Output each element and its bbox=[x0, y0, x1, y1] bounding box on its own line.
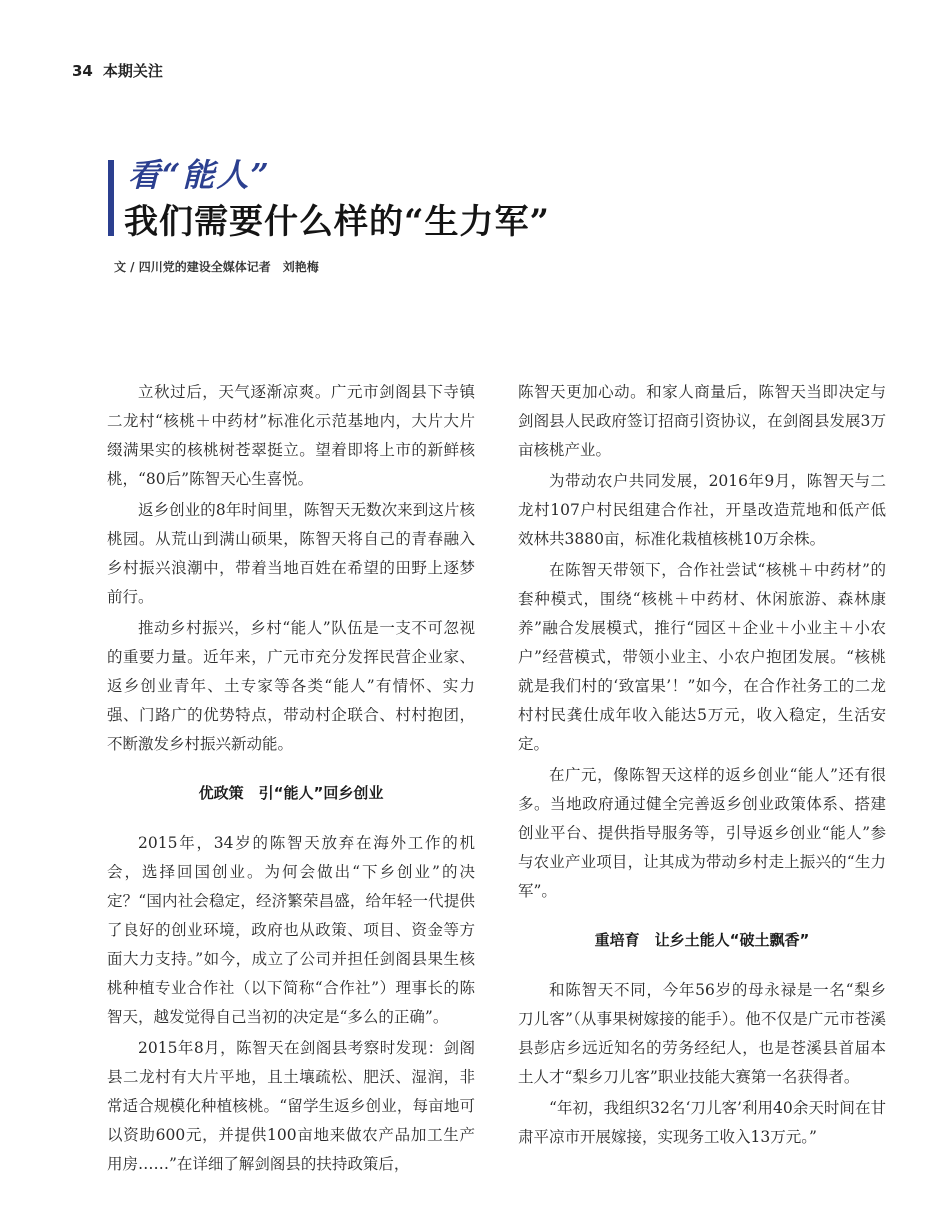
section-subhead: 重培育 让乡土能人“破土飘香” bbox=[594, 931, 810, 949]
page-number: 34 bbox=[72, 62, 93, 80]
paragraph: 2015年8月，陈智天在剑阁县考察时发现：剑阁县二龙村有大片平地，且土壤疏松、肥沃、湿润，非常适合规模化种植核桃。“留学生返乡创业，每亩地可以资助600元，并提供100亩地来做农产品加工生产用房……”在详细了解剑阁县的扶持政策后， bbox=[107, 1039, 475, 1173]
paragraph: 2015年，34岁的陈智天放弃在海外工作的机会，选择回国创业。为何会做出“下乡创业”的决定？“国内社会稳定，经济繁荣昌盛，给年轻一代提供了良好的创业环境，政府也从政策、项目、资金等方面大力支持。”如今，成立了公司并担任剑阁县果生核桃种植专业合作社（以下简称“合作社”）理事长的陈智天，越发觉得自己当初的决定是“多么的正确”。 bbox=[107, 834, 475, 1026]
paragraph: 在陈智天带领下，合作社尝试“核桃＋中药材”的套种模式，围绕“核桃＋中药材、休闲旅游、森林康养”融合发展模式，推行“园区＋企业＋小业主＋小农户”经营模式，带领小业主、小农户抱团发展。“核桃就是我们村的‘致富果’！”如今，在合作社务工的二龙村村民龚仕成年收入能达5万元，收入稳定，生活安定。 bbox=[518, 561, 886, 753]
article-byline: 文 / 四川党的建设全媒体记者 刘艳梅 bbox=[114, 260, 319, 274]
article-kicker: 看“能人” bbox=[128, 156, 271, 194]
paragraph: 陈智天更加心动。和家人商量后，陈智天当即决定与剑阁县人民政府签订招商引资协议，在剑阁县发展3万亩核桃产业。 bbox=[518, 383, 886, 459]
right-column bbox=[518, 378, 886, 1154]
paragraph: 推动乡村振兴，乡村“能人”队伍是一支不可忽视的重要力量。近年来，广元市充分发挥民营企业家、返乡创业青年、土专家等各类“能人”有情怀、实力强、门路广的优势特点，带动村企联合、村村抱团，不断激发乡村振兴新动能。 bbox=[107, 619, 475, 753]
section-label: 本期关注 bbox=[102, 62, 163, 80]
paragraph: “年初，我组织32名‘刀儿客’利用40余天时间在甘肃平凉市开展嫁接，实现务工收入13万元。” bbox=[518, 1099, 886, 1146]
running-head bbox=[72, 60, 163, 81]
paragraph: 在广元，像陈智天这样的返乡创业“能人”还有很多。当地政府通过健全完善返乡创业政策体系、搭建创业平台、提供指导服务等，引导返乡创业“能人”参与农业产业项目，让其成为带动乡村走上振兴的“生力军”。 bbox=[518, 766, 886, 900]
article-title: 我们需要什么样的“生力军” bbox=[124, 202, 551, 242]
paragraph: 和陈智天不同，今年56岁的母永禄是一名“梨乡刀儿客”（从事果树嫁接的能手）。他不仅是广元市苍溪县彭店乡远近知名的劳务经纪人，也是苍溪县首届本土人才“梨乡刀儿客”职业技能大赛第一名获得者。 bbox=[518, 981, 886, 1086]
paragraph: 为带动农户共同发展，2016年9月，陈智天与二龙村107户村民组建合作社，开垦改造荒地和低产低效林共3880亩，标准化栽植核桃10万余株。 bbox=[518, 472, 886, 548]
left-column bbox=[107, 378, 475, 1181]
section-subhead: 优政策 引“能人”回乡创业 bbox=[198, 784, 384, 802]
paragraph: 立秋过后，天气逐渐凉爽。广元市剑阁县下寺镇二龙村“核桃＋中药材”标准化示范基地内，大片大片缀满果实的核桃树苍翠挺立。望着即将上市的新鲜核桃，“80后”陈智天心生喜悦。 bbox=[107, 383, 475, 488]
paragraph: 返乡创业的8年时间里，陈智天无数次来到这片核桃园。从荒山到满山硕果，陈智天将自己的青春融入乡村振兴浪潮中，带着当地百姓在希望的田野上逐梦前行。 bbox=[107, 501, 475, 606]
title-accent-bar bbox=[108, 160, 114, 236]
